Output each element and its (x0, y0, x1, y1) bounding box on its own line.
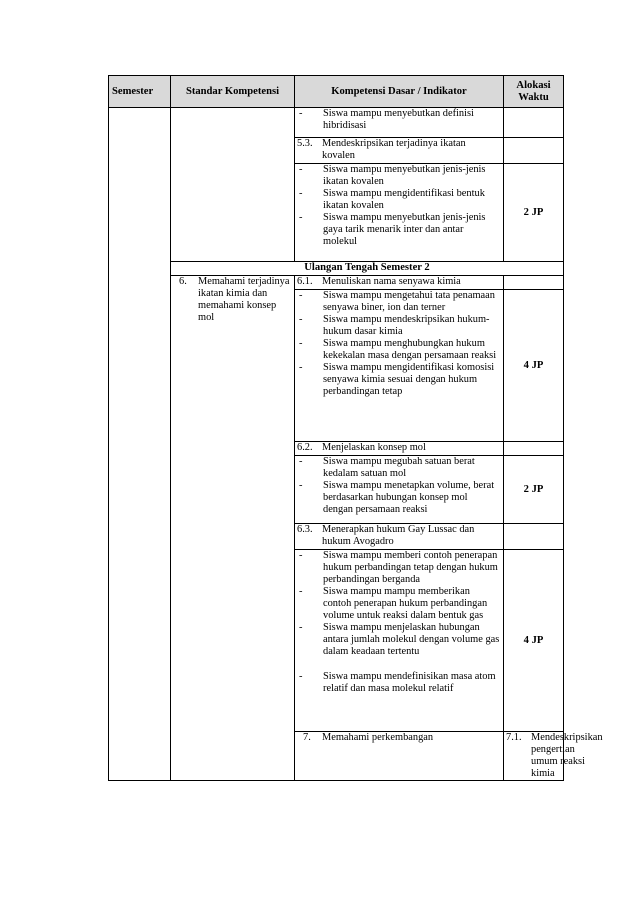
kd-cell (295, 442, 504, 456)
indicator-text: Siswa mampu menyebutkan definisi hibridisasi (323, 108, 474, 131)
indicator-text: Siswa mampu menyebutkan jenis-jenis gaya tarik menarik inter dan antar molekul (323, 212, 486, 247)
alloc-value: 2 JP (504, 456, 564, 524)
indicator-item (295, 671, 503, 695)
indicator-text: Siswa mampu megubah satuan berat kedalam satuan mol (323, 456, 475, 479)
kd-text: Menerapkan hukum Gay Lussac dan hukum Avogadro (322, 524, 475, 547)
kd-item (295, 276, 503, 288)
indicator-cell (295, 456, 504, 524)
sk-item (295, 732, 503, 744)
indicator-text: Siswa mampu mengidentifikasi komosisi senyawa kimia sesuai dengan hukum perbandingan tetap (323, 362, 495, 397)
kd-cell (295, 524, 504, 550)
bullet-dash: - (299, 108, 303, 119)
bullet-dash: - (299, 456, 303, 467)
indicator-item (295, 456, 503, 480)
indicator-cell (295, 550, 504, 732)
indicator-item (295, 586, 503, 622)
alloc-cell (504, 138, 564, 164)
table-row (109, 276, 564, 290)
bullet-dash: - (299, 586, 303, 597)
kd-item (295, 138, 503, 162)
indicator-text: Siswa mampu menjelaskan hubungan antara jumlah molekul dengan volume gas dalam keadaan tertentu (323, 622, 500, 657)
alloc-cell (504, 108, 564, 138)
alloc-value: 4 JP (504, 290, 564, 442)
header-standar-kompetensi: Standar Kompetensi (171, 76, 295, 108)
header-alokasi-waktu: Alokasi Waktu (504, 76, 564, 108)
kd-number: 5.3. (297, 138, 313, 149)
kd-number: 7.1. (506, 732, 522, 743)
kd-item (504, 732, 603, 780)
indicator-item (295, 188, 503, 212)
indicator-text: Siswa mampu menetapkan volume, berat berdasarkan hubungan konsep mol dengan persamaan reaksi (323, 480, 495, 515)
kd-item (295, 524, 503, 548)
indicator-item (295, 338, 503, 362)
alloc-cell (504, 276, 564, 290)
sk-number: 6. (179, 276, 187, 287)
curriculum-table (108, 75, 603, 781)
indicator-item (295, 290, 503, 314)
indicator-item (295, 550, 503, 586)
standar-cell (171, 108, 295, 262)
alloc-cell (504, 524, 564, 550)
standar-cell (171, 276, 295, 781)
sk-text: Memahami perkembangan (322, 732, 434, 743)
kd-number: 6.3. (297, 524, 313, 535)
indicator-item (295, 480, 503, 516)
sk-number: 7. (303, 732, 311, 743)
indicator-text: Siswa mampu mengidentifikasi bentuk ikatan kovalen (323, 188, 485, 211)
alloc-value: 2 JP (504, 164, 564, 262)
indicator-cell (295, 108, 504, 138)
sk-text: Memahami terjadinya ikatan kimia dan memahami konsep mol (198, 276, 290, 323)
table-row (109, 262, 564, 276)
bullet-dash: - (299, 550, 303, 561)
indicator-text: Siswa mampu mendeskripsikan hukum-hukum dasar kimia (323, 314, 490, 337)
bullet-dash: - (299, 164, 303, 175)
indicator-text: Siswa mampu mendefinisikan masa atom relatif dan masa molekul relatif (323, 671, 496, 694)
alloc-cell (504, 442, 564, 456)
indicator-cell (295, 290, 504, 442)
kd-number: 6.2. (297, 442, 313, 453)
bullet-dash: - (299, 480, 303, 491)
bullet-dash: - (299, 188, 303, 199)
semester-cell (109, 108, 171, 781)
kd-cell (295, 276, 504, 290)
kd-text: Mendeskripsikan pengertian umum reaksi kimia (531, 732, 603, 779)
indicator-text: Siswa mampu menghubungkan hukum kekekalan masa dengan persamaan reaksi (323, 338, 497, 361)
alloc-value: 4 JP (504, 550, 564, 732)
indicator-item (295, 314, 503, 338)
indicator-text: Siswa mampu menyebutkan jenis-jenis ikatan kovalen (323, 164, 486, 187)
kd-number: 6.1. (297, 276, 313, 287)
kd-cell (295, 138, 504, 164)
indicator-item (295, 212, 503, 248)
standar-cell (295, 732, 504, 781)
bullet-dash: - (299, 338, 303, 349)
indicator-item (295, 362, 503, 398)
header-kompetensi-dasar: Kompetensi Dasar / Indikator (295, 76, 504, 108)
indicator-text: Siswa mampu mengetahui tata penamaan senyawa biner, ion dan terner (323, 290, 495, 313)
bullet-dash: - (299, 622, 303, 633)
sk-item (171, 276, 294, 324)
bullet-dash: - (299, 314, 303, 325)
bullet-dash: - (299, 212, 303, 223)
header-semester: Semester (109, 76, 171, 108)
kd-item (295, 442, 503, 454)
table-header-row (109, 76, 564, 108)
kd-cell (504, 732, 603, 781)
indicator-item (295, 164, 503, 188)
indicator-item (295, 622, 503, 658)
bullet-dash: - (299, 290, 303, 301)
bullet-dash: - (299, 671, 303, 682)
kd-text: Menuliskan nama senyawa kimia (322, 276, 461, 287)
indicator-text: Siswa mampu memberi contoh penerapan hukum perbandingan tetap dengan hukum perbandingan berganda (323, 550, 498, 585)
indicator-text: Siswa mampu mampu memberikan contoh penerapan hukum perbandingan volume untuk reaksi dalam bentuk gas (323, 586, 488, 621)
indicator-item (295, 108, 503, 132)
uts-heading: Ulangan Tengah Semester 2 (171, 262, 564, 276)
kd-text: Menjelaskan konsep mol (322, 442, 426, 453)
kd-text: Mendeskripsikan terjadinya ikatan kovalen (322, 138, 466, 161)
bullet-dash: - (299, 362, 303, 373)
table-row (109, 108, 564, 138)
indicator-cell (295, 164, 504, 262)
